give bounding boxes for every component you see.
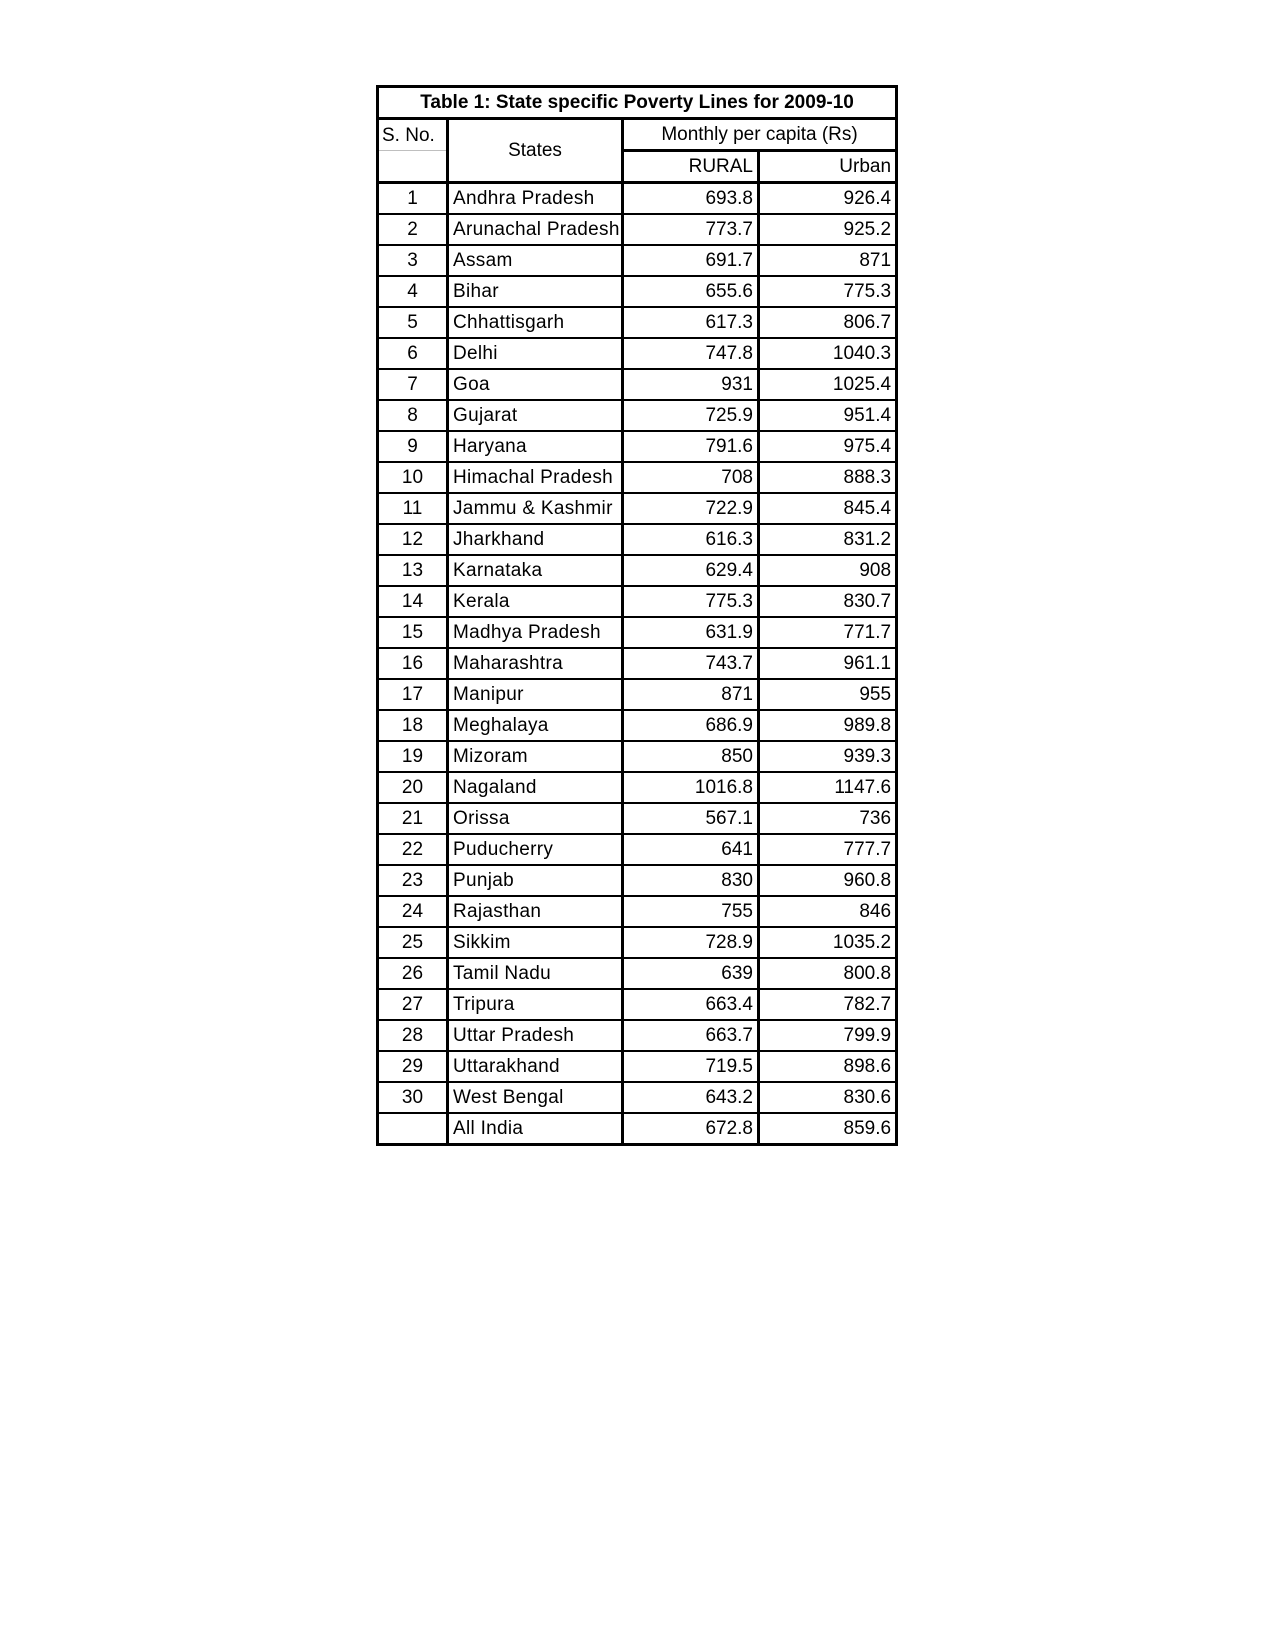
urban-value-cell: 898.6 [759,1051,897,1082]
table-row [378,524,897,555]
state-cell: Orissa [448,803,623,834]
urban-value-cell: 1035.2 [759,927,897,958]
sno-cell: 17 [378,679,448,710]
urban-value-cell: 888.3 [759,462,897,493]
table-row [378,1082,897,1113]
table-row [378,741,897,772]
state-cell: Delhi [448,338,623,369]
state-cell: Madhya Pradesh [448,617,623,648]
state-cell: Gujarat [448,400,623,431]
sno-cell: 29 [378,1051,448,1082]
table-row [378,245,897,276]
rural-value-cell: 616.3 [623,524,759,555]
sno-cell: 10 [378,462,448,493]
state-cell: Haryana [448,431,623,462]
sno-cell [378,1113,448,1145]
table-row [378,710,897,741]
urban-value-cell: 871 [759,245,897,276]
urban-value-cell: 926.4 [759,183,897,215]
urban-value-cell: 736 [759,803,897,834]
state-cell: Manipur [448,679,623,710]
table-row [378,586,897,617]
urban-value-cell: 771.7 [759,617,897,648]
urban-value-cell: 961.1 [759,648,897,679]
states-header: States [448,119,623,183]
sno-cell: 22 [378,834,448,865]
state-cell: West Bengal [448,1082,623,1113]
sno-cell: 24 [378,896,448,927]
state-cell: Himachal Pradesh [448,462,623,493]
urban-value-cell: 777.7 [759,834,897,865]
urban-value-cell: 800.8 [759,958,897,989]
table-row [378,679,897,710]
urban-value-cell: 951.4 [759,400,897,431]
state-cell: Jammu & Kashmir [448,493,623,524]
table-row [378,214,897,245]
urban-value-cell: 1147.6 [759,772,897,803]
table-row [378,307,897,338]
table-row [378,834,897,865]
table-row [378,989,897,1020]
table-row [378,369,897,400]
state-cell: Maharashtra [448,648,623,679]
table-row [378,648,897,679]
rural-value-cell: 641 [623,834,759,865]
state-cell: Assam [448,245,623,276]
rural-value-cell: 708 [623,462,759,493]
rural-value-cell: 691.7 [623,245,759,276]
rural-value-cell: 643.2 [623,1082,759,1113]
rural-header: RURAL [623,151,759,183]
table-row [378,276,897,307]
rural-value-cell: 672.8 [623,1113,759,1145]
urban-value-cell: 1040.3 [759,338,897,369]
urban-value-cell: 846 [759,896,897,927]
rural-value-cell: 1016.8 [623,772,759,803]
rural-value-cell: 830 [623,865,759,896]
urban-value-cell: 830.6 [759,1082,897,1113]
rural-value-cell: 631.9 [623,617,759,648]
sno-cell: 5 [378,307,448,338]
table-row [378,772,897,803]
sno-cell: 26 [378,958,448,989]
rural-value-cell: 655.6 [623,276,759,307]
urban-value-cell: 830.7 [759,586,897,617]
rural-value-cell: 791.6 [623,431,759,462]
sno-cell: 9 [378,431,448,462]
state-cell: Goa [448,369,623,400]
rural-value-cell: 725.9 [623,400,759,431]
urban-value-cell: 960.8 [759,865,897,896]
table-row [378,865,897,896]
urban-value-cell: 975.4 [759,431,897,462]
rural-value-cell: 639 [623,958,759,989]
table-row [378,927,897,958]
table-row [378,183,897,215]
state-cell: All India [448,1113,623,1145]
state-cell: Uttarakhand [448,1051,623,1082]
sno-cell: 25 [378,927,448,958]
table-row [378,431,897,462]
sno-cell: 18 [378,710,448,741]
rural-value-cell: 629.4 [623,555,759,586]
state-cell: Andhra Pradesh [448,183,623,215]
sno-cell: 20 [378,772,448,803]
urban-value-cell: 925.2 [759,214,897,245]
sno-cell: 23 [378,865,448,896]
sno-cell: 14 [378,586,448,617]
table-row [378,958,897,989]
urban-value-cell: 831.2 [759,524,897,555]
urban-header: Urban [759,151,897,183]
table-row [378,338,897,369]
rural-value-cell: 686.9 [623,710,759,741]
urban-value-cell: 806.7 [759,307,897,338]
sno-cell: 30 [378,1082,448,1113]
urban-value-cell: 845.4 [759,493,897,524]
state-cell: Sikkim [448,927,623,958]
table-row [378,1113,897,1145]
sno-cell: 16 [378,648,448,679]
rural-value-cell: 719.5 [623,1051,759,1082]
sno-cell: 8 [378,400,448,431]
sno-cell: 3 [378,245,448,276]
state-cell: Arunachal Pradesh [448,214,623,245]
rural-value-cell: 747.8 [623,338,759,369]
header-row-1 [378,119,897,151]
table-title: Table 1: State specific Poverty Lines for 2009-10 [378,87,897,119]
urban-value-cell: 989.8 [759,710,897,741]
rural-value-cell: 567.1 [623,803,759,834]
state-cell: Tamil Nadu [448,958,623,989]
rural-value-cell: 850 [623,741,759,772]
monthly-per-capita-header: Monthly per capita (Rs) [623,119,897,151]
state-cell: Tripura [448,989,623,1020]
state-cell: Jharkhand [448,524,623,555]
urban-value-cell: 908 [759,555,897,586]
state-cell: Rajasthan [448,896,623,927]
table-row [378,1020,897,1051]
state-cell: Puducherry [448,834,623,865]
state-cell: Kerala [448,586,623,617]
table-row [378,1051,897,1082]
rural-value-cell: 617.3 [623,307,759,338]
rural-value-cell: 722.9 [623,493,759,524]
rural-value-cell: 663.4 [623,989,759,1020]
sno-cell: 28 [378,1020,448,1051]
state-cell: Uttar Pradesh [448,1020,623,1051]
sno-cell: 15 [378,617,448,648]
sno-header-blank [378,151,448,183]
urban-value-cell: 799.9 [759,1020,897,1051]
table-row [378,462,897,493]
state-cell: Chhattisgarh [448,307,623,338]
sno-cell: 1 [378,183,448,215]
rural-value-cell: 871 [623,679,759,710]
urban-value-cell: 1025.4 [759,369,897,400]
table-row [378,493,897,524]
rural-value-cell: 773.7 [623,214,759,245]
urban-value-cell: 859.6 [843,1118,892,1139]
table-row [378,803,897,834]
table-body [378,87,897,1145]
state-cell: Meghalaya [448,710,623,741]
urban-value-cell: 775.3 [759,276,897,307]
sno-cell: 7 [378,369,448,400]
sno-cell: 6 [378,338,448,369]
urban-value-cell: 939.3 [759,741,897,772]
state-cell: Nagaland [448,772,623,803]
title-row [378,87,897,119]
table-row [378,555,897,586]
state-cell: Karnataka [448,555,623,586]
state-cell: Bihar [448,276,623,307]
rural-value-cell: 775.3 [623,586,759,617]
rural-value-cell: 693.8 [623,183,759,215]
sno-cell: 13 [378,555,448,586]
sno-cell: 11 [378,493,448,524]
sno-cell: 12 [378,524,448,555]
sno-cell: 21 [378,803,448,834]
sno-header: S. No. [378,119,448,151]
sno-cell: 19 [378,741,448,772]
rural-value-cell: 755 [623,896,759,927]
poverty-lines-table [376,85,898,1146]
urban-value-cell: 782.7 [759,989,897,1020]
state-cell: Punjab [448,865,623,896]
sno-cell: 4 [378,276,448,307]
rural-value-cell: 728.9 [623,927,759,958]
urban-value-cell: 955 [759,679,897,710]
rural-value-cell: 931 [623,369,759,400]
state-cell: Mizoram [448,741,623,772]
rural-value-cell: 663.7 [623,1020,759,1051]
table-row [378,617,897,648]
sno-cell: 27 [378,989,448,1020]
table-row [378,400,897,431]
table-row [378,896,897,927]
sno-cell: 2 [378,214,448,245]
rural-value-cell: 743.7 [623,648,759,679]
